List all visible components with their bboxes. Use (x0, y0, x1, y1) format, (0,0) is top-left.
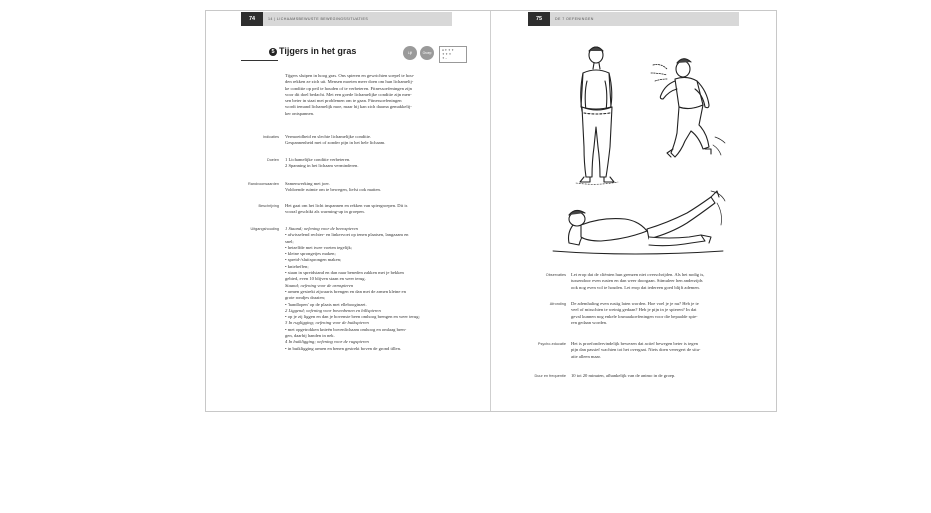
text-line: Het is proefondervindelijk bewezen dat actief bewegen beter is tegen (571, 341, 698, 346)
text-line: den rekken ze zich uit. Mensen moeten meer doen om hun lichamelij- (285, 79, 414, 85)
difficulty-line: ✦ ✦ ✦ (442, 52, 452, 57)
text-line: 2 Liggend; oefening voor bovenbenen en billspieren (285, 307, 381, 313)
text-line: Staand; oefening voor de armspieren (285, 282, 354, 288)
running-title-right: DE 7 OEFENINGEN (555, 17, 594, 21)
text-line: Gespannenheid met of zonder pijn in het hele lichaam. (285, 140, 386, 146)
book-spread (205, 10, 777, 412)
text-line: 1 Staand; oefening voor de beenspieren (285, 226, 358, 231)
exercise-title (269, 46, 356, 56)
text-line: Voldoende ruimte om te bewegen, liefst ook matten. (285, 187, 381, 193)
label-doelen: Doelen (266, 158, 279, 162)
difficulty-box (439, 46, 467, 63)
text-line: De ademhaling even rustig laten worden. Hoe voel je je nu? Heb je te (571, 301, 699, 306)
label-observaties: Observaties (545, 273, 566, 277)
section-doelen (285, 157, 358, 170)
page-number-right: 75 (528, 12, 550, 26)
text-line: 3 In rugligging; oefening voor de buikspieren (285, 320, 369, 326)
label-beschrijving: Beschrijving (258, 204, 279, 208)
text-line: Samenwerking met joer. (285, 181, 330, 186)
section-psycho-educatie (571, 341, 700, 360)
section-duur (571, 373, 675, 379)
section-randvoorwaarden (285, 181, 381, 194)
section-uitgangshouding (285, 226, 420, 352)
badge-groep: Groep (420, 46, 434, 60)
text-line: • spreid-/sluitsprongen maken; (285, 257, 342, 263)
text-line: • op je zij liggen en dan je bovenste been omhoog brengen en weer terug; (285, 314, 420, 320)
difficulty-line: A ✦ ✦ ✦ (442, 48, 454, 52)
text-line: gebied, even 10 blijven staan en weer terug. (285, 276, 366, 282)
text-line: Tijgers sluipen in hoog gras. Ons spieren en gewrichten soepel te hou- (285, 73, 415, 78)
text-line: 4 In buikligging; oefening voor de rugspieren (285, 339, 369, 345)
running-title-left: 14 | LICHAAMSBEWUSTE BEWEGINGSSITUATIES (268, 17, 369, 21)
running-header-left (241, 12, 452, 26)
text-line: gen, daarbij handen in nek. (285, 333, 335, 339)
text-line: • staan in spreidstand en dan naar beneden zakken met je bekken (285, 270, 404, 276)
text-line: grote rondjes draaien; (285, 295, 326, 301)
text-line: • met opgetrokken knieën bovenlichaam omhoog en omlaag bren- (285, 326, 407, 332)
section-observaties (571, 272, 704, 291)
text-line: • in buikligging armen en benen gestrekt boven de grond tillen. (285, 345, 402, 351)
text-line: 1 Lichamelijke conditie verbeteren. (285, 157, 351, 162)
label-uitgangshouding: Uitgangshouding (250, 227, 279, 231)
badge-lijf: Lijf (403, 46, 417, 60)
left-page (206, 11, 490, 411)
text-line: • knieheffen; (285, 263, 309, 269)
text-line: • kleine sprongetjes maken; (285, 251, 336, 257)
text-line: Het gaat om het licht inspannen en rekken van spiergroepen. Dit is (285, 203, 408, 208)
text-line: 10 tot 20 minuten, afhankelijk van de animo in de groep. (571, 373, 676, 378)
section-indicaties (285, 134, 385, 147)
exercise-number-badge: 5 (269, 48, 277, 56)
exercise-title-text: Tijgers in het gras (279, 46, 357, 56)
page-number-left: 74 (241, 12, 263, 26)
label-psycho-educatie: Psycho-educatie (537, 342, 566, 346)
section-afronding (571, 301, 699, 326)
difficulty-line: ✦ – (442, 56, 448, 61)
label-indicaties: Indicaties (262, 135, 279, 139)
text-line: ren gedaan worden. (571, 319, 608, 325)
label-randvoorwaarden: Randvoorwaarden (247, 182, 279, 186)
lying-man-illustration (551, 189, 731, 257)
text-line: snel; (285, 238, 294, 244)
text-line: pijn dan passief wachten tot het overgaat. Niets doen verergert de situ- (571, 347, 701, 353)
standing-man-illustration (566, 43, 626, 185)
text-line: Let erop dat de cliënten hun grenzen niet overschrijden. Als het nodig is, (571, 272, 705, 277)
text-line: Vermoeidheid en slechte lichamelijke conditie. (285, 134, 372, 139)
text-line: geval kunnen nog enkele losmaakoefeningen voor die bepaalde spie- (571, 313, 698, 319)
text-line: • armen gestrekt zijwaarts brengen en dan met de armen kleine en (285, 288, 406, 294)
text-line: vooral geschikt als warming-up in groepen. (285, 209, 365, 215)
text-line: veel of misschien te weinig gedaan? Heb je pijn in je spieren? In dat (571, 307, 697, 313)
text-line: • hetzelfde met twee voeten tegelijk; (285, 244, 353, 250)
text-line: wordt iemand lichamelijk moe, maar hij kan zich daarna gemakkelij- (285, 104, 412, 110)
text-line: atie alleen maar. (571, 353, 601, 359)
text-line: 2 Spanning in het lichaam verminderen. (285, 163, 359, 169)
text-line: ker ontspannen. (285, 110, 315, 116)
text-line: ke conditie op peil te houden of te verbeteren. Fitnessoefeningen zijn (285, 85, 412, 91)
text-line: • afwisselend rechter- en linkervoet op tenen plaatsen, langzaam en (285, 232, 409, 238)
text-line: voor dit doel bedacht. Met een goede lichamelijke conditie zijn men- (285, 91, 412, 97)
text-line: tussendoor even rusten en dan weer doorgaan. Stimuleer hen anderzijds (571, 278, 703, 284)
right-page (491, 11, 776, 411)
label-afronding: Afronding (549, 302, 566, 306)
running-header-right (528, 12, 739, 26)
text-line: sen beter in staat met problemen om te gaan. Fitnessoefeningen (285, 98, 402, 103)
section-beschrijving (285, 203, 407, 216)
intro-paragraph (285, 73, 414, 117)
label-duur: Duur en frequentie (534, 374, 566, 378)
title-rule (241, 60, 278, 61)
text-line: ook nog even vol te houden. Let erop dat iedereen goed blijft ademen. (571, 284, 700, 290)
text-line: • 'handlopen' op de plaats met ellebooginzet. (285, 301, 367, 307)
jumping-man-illustration (649, 55, 729, 181)
